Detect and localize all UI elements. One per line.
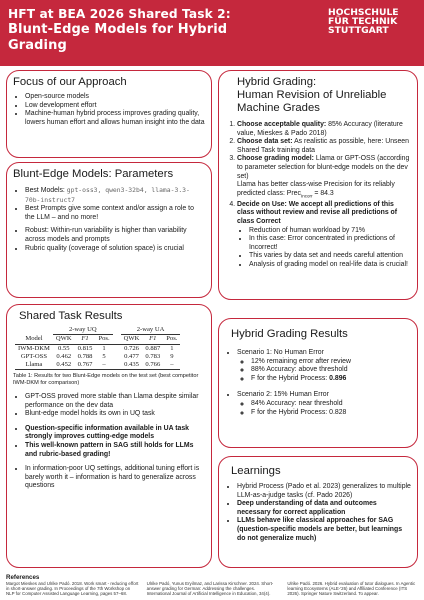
table-row — [15, 344, 180, 353]
list-item: • Deep understanding of data and outcomes necessary for correct application — [237, 500, 411, 517]
step-item — [237, 155, 411, 200]
step-text: Llama has better class-wise Precision for its reliably predicted class: Prec — [237, 181, 395, 197]
list-item — [237, 391, 411, 417]
scenario-label: Scenario 2: 15% Human Error — [237, 391, 329, 399]
params-heading: Blunt-Edge Models: Parameters — [13, 168, 174, 180]
column-header: Pos. — [98, 335, 110, 343]
table-cell: 0.788 — [77, 352, 93, 360]
list-item — [237, 349, 411, 383]
table-cell: – — [102, 361, 106, 369]
references-heading: References — [6, 574, 40, 581]
shared-task-section — [6, 304, 212, 568]
references — [6, 574, 420, 597]
table-cell: 0.435 — [124, 361, 139, 369]
scenario-sublist — [237, 400, 411, 417]
list-item: • Open-source models — [25, 93, 205, 102]
title-line: Blunt-Edge Models for Hybrid — [8, 22, 228, 37]
poster-header — [0, 0, 424, 66]
list-item: • GPT-OSS proved more stable than Llama despite similar performance on the dev data — [25, 393, 205, 410]
table-cell: 1 — [102, 344, 106, 352]
step-item — [237, 201, 411, 270]
list-item: • LLMs behave like classical approaches for SAG (question-specific models are better, but learnings do not generalize much) — [237, 517, 411, 543]
list-item: • Rubric quality (coverage of solution space) is crucial — [25, 245, 205, 254]
logo-line: HOCHSCHULE — [328, 7, 399, 18]
learnings-list — [225, 483, 411, 543]
reference-item: Margot Mieskes and Ulrike Padó. 2018. Work smart - reducing effort in short-answer grading. In Proceedings of the 7th Workshop on NLP for Computer Assisted Language Learning, pages 57–68. — [6, 581, 139, 597]
column-header — [142, 335, 163, 344]
list-item: ◦ 88% Accuracy: above threshold — [251, 366, 411, 375]
focus-list — [13, 93, 205, 127]
table-row — [15, 361, 180, 370]
hybrid-section — [218, 70, 418, 300]
table-cell: 0.477 — [124, 352, 139, 360]
logo-line: FÜR TECHNIK — [328, 16, 398, 27]
table-group-row — [15, 326, 180, 335]
step-label: Choose grading model: — [237, 155, 314, 163]
step-sublist — [237, 227, 411, 270]
params-list — [13, 186, 205, 253]
logo-line: STUTTGART — [328, 25, 389, 36]
f-label: F for the Hybrid Process: — [251, 374, 330, 382]
column-header: Model — [25, 335, 43, 343]
list-item: • Blunt-edge model holds its own in UQ task — [25, 410, 205, 419]
heading-line: Machine Grades — [237, 102, 320, 114]
table-cell: 9 — [170, 352, 174, 360]
group-header-ua: 2-way UA — [121, 326, 181, 335]
prec-subscript: Incorr — [300, 193, 313, 199]
results-section — [218, 318, 418, 448]
table-row — [15, 353, 180, 361]
column-header-text: F1 — [81, 335, 89, 343]
group-header-uq: 2-way UQ — [53, 326, 113, 335]
table-cell: 0.726 — [124, 344, 139, 352]
best-models-label: Best Models: — [25, 187, 67, 194]
scenario-sublist — [237, 358, 411, 384]
column-header-text: F1 — [149, 335, 157, 343]
results-heading: Hybrid Grading Results — [231, 328, 348, 340]
list-item: • Reduction of human workload by 71% — [249, 227, 411, 236]
hybrid-heading — [237, 76, 411, 115]
scenario-1 — [225, 349, 411, 383]
params-section — [6, 162, 212, 298]
table-cell: IWM-DKM — [18, 344, 50, 352]
poster-title — [8, 6, 318, 54]
table-cell: 0.462 — [56, 352, 72, 360]
prec-value: = 84.3 — [312, 189, 334, 197]
step-label: Choose data set: — [237, 138, 293, 146]
table-caption: Table 1: Results for two Blunt-Edge models on the test set (best competitor IWM-DKM for comparison) — [13, 373, 199, 387]
list-item: ◦ 84% Accuracy: near threshold — [251, 400, 411, 409]
results-table — [15, 326, 180, 370]
list-item: • Best Prompts give some context and/or assign a role to the LLM – and no more! — [25, 205, 205, 222]
shared-list-c — [13, 465, 205, 491]
heading-line: Human Revision of Unreliable — [237, 89, 387, 101]
column-header: QWK — [123, 335, 140, 343]
table-cell: 0.766 — [145, 361, 161, 369]
step-text: 85% Accuracy (literature value, Mieskes & Pado 2018) — [237, 121, 403, 137]
list-item: ◦ 12% remaining error after review — [251, 358, 411, 367]
heading-line: Hybrid Grading: — [237, 76, 317, 88]
focus-section — [6, 70, 212, 158]
f-value: 0.896 — [329, 374, 347, 382]
reference-item: Ulrike Padó, Yunus Eryilmaz, and Larissa Kirschner. 2024. Short-answer grading for German: Addressing the challenges. International Journal of Artificial Intelligence in Education, 34(4). — [146, 581, 274, 597]
shared-list-b — [13, 425, 205, 459]
table-cell: – — [170, 361, 174, 369]
list-item: • In this case: Error concentrated in predictions of Incorrect! — [249, 235, 411, 252]
list-item: ◦ F for the Hybrid Process: 0.828 — [251, 409, 411, 418]
table-cell: 1 — [170, 344, 174, 352]
list-item: • Hybrid Process (Pado et al. 2023) generalizes to multiple LLM-as-a-judge tasks (cf. Pado 2026) — [237, 483, 411, 500]
table-cell: 0.767 — [77, 361, 93, 369]
step-text: As realistic as possible, here: Unseen Shared Task training data — [237, 138, 409, 154]
scenario-label: Scenario 1: No Human Error — [237, 349, 324, 356]
list-item — [25, 186, 205, 205]
university-logo — [328, 8, 414, 35]
references-columns — [6, 581, 420, 597]
step-label: Choose acceptable quality: — [237, 121, 327, 128]
scenario-2 — [225, 391, 411, 417]
step-label: Decide on Use: We accept all predictions of this class without review and revise all predictions of class Correct — [237, 200, 398, 225]
step-item — [237, 138, 411, 155]
focus-heading: Focus of our Approach — [13, 76, 127, 88]
list-item: • In information-poor UQ settings, additional tuning effort is barely worth it – information is hard to generalize across questions — [25, 465, 205, 491]
table-header-row — [15, 335, 180, 344]
shared-task-heading: Shared Task Results — [19, 310, 123, 322]
shared-list-a — [13, 393, 205, 419]
reference-item: Ulrike Padó. 2026. Hybrid evaluation of tutor dialogues. In Agentic learning Ecosystems (ALE-'26) and Affiliated Conference (ITS 2026). Springer Nature Switzerland. To appear. — [287, 581, 416, 597]
list-item: • Analysis of grading model on real-life data is crucial! — [249, 261, 411, 270]
table-cell: 0.452 — [56, 361, 72, 369]
list-item: • Machine-human hybrid process improves grading quality, lowers human effort and allows human insight into the data — [25, 110, 205, 127]
hybrid-steps — [225, 121, 411, 269]
table-cell: 5 — [102, 352, 106, 360]
table-cell: 0.887 — [145, 344, 161, 352]
step-item — [237, 121, 411, 138]
column-header: Pos. — [166, 335, 178, 343]
column-header: QWK — [55, 335, 72, 343]
list-item: • Question-specific information available in UA task strongly improves cutting-edge models — [25, 425, 205, 442]
list-item: • Low development effort — [25, 102, 205, 111]
list-item: • This well-known pattern in SAG still holds for LLMs and rubric-based grading! — [25, 442, 205, 459]
table-cell: Llama — [25, 361, 43, 369]
table-cell: GPT-OSS — [20, 352, 48, 360]
table-cell: 0.783 — [145, 352, 161, 360]
step-text: Llama or GPT-OSS (according to parameter selection for blunt-edge models on the dev set) — [237, 155, 410, 180]
column-header — [75, 335, 96, 344]
learnings-section — [218, 456, 418, 568]
table-cell: 0.815 — [77, 344, 93, 352]
table-cell: 0.55 — [57, 344, 70, 352]
title-line: Grading — [8, 38, 67, 53]
list-item: • Robust: Within-run variability is higher than variability across models and prompts — [25, 227, 205, 244]
learnings-heading: Learnings — [231, 465, 281, 477]
best-models-value: gpt-oss3, qwen3-32b4, llama-3.3-70b-instruct7 — [25, 186, 190, 204]
title-line: HFT at BEA 2026 Shared Task 2: — [8, 7, 231, 21]
list-item — [251, 375, 411, 384]
list-item: • This varies by data set and needs careful attention — [249, 252, 411, 261]
